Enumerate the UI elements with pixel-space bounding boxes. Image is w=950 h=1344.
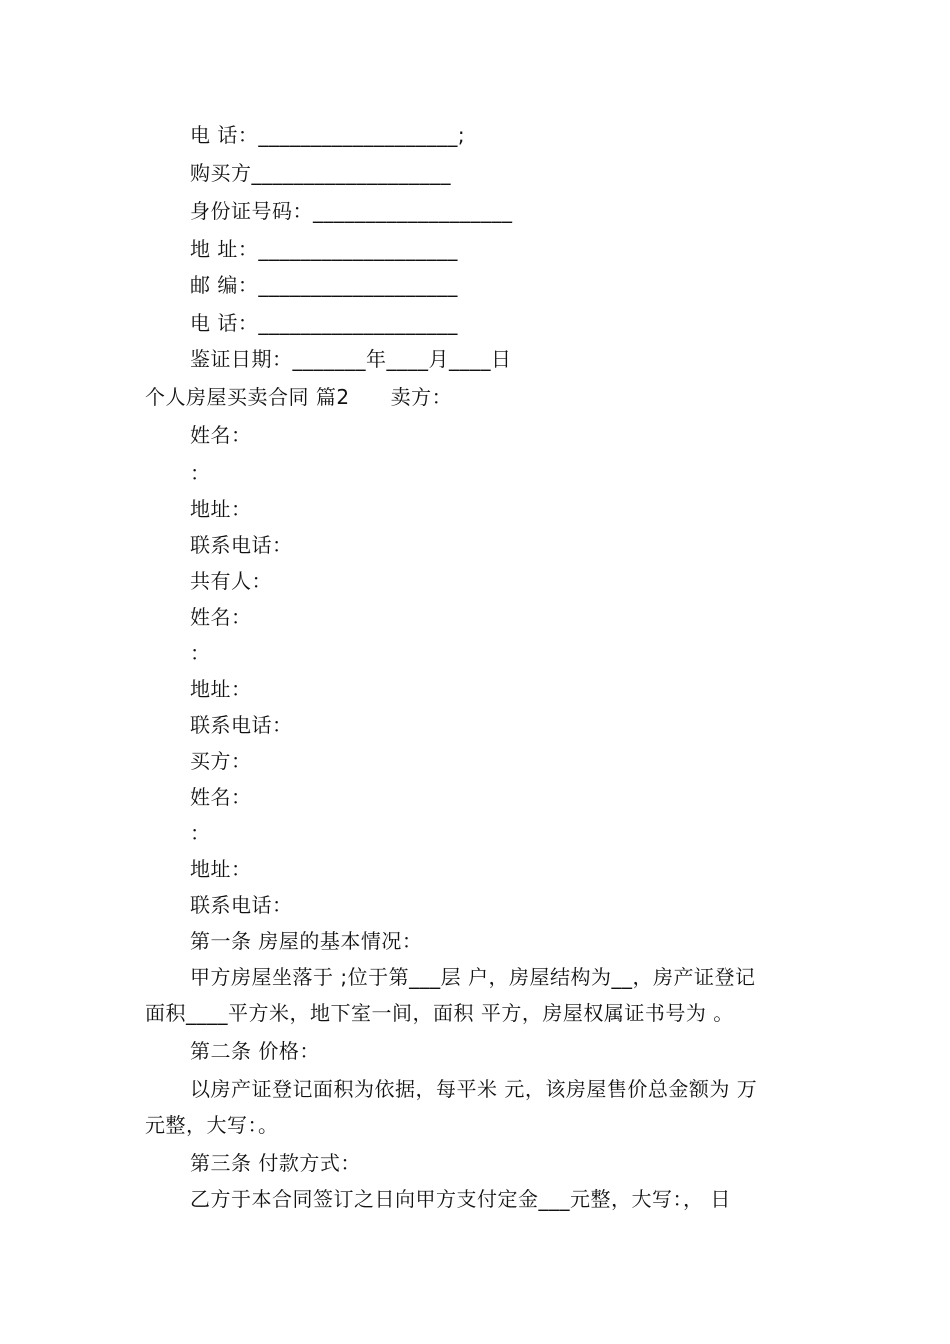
article-one-heading: 第一条 房屋的基本情况：: [190, 929, 423, 953]
article-two-text-1: 以房产证登记面积为依据，每平米 元，该房屋售价总金额为 万: [190, 1077, 758, 1101]
seller-blank-line: ：: [190, 461, 211, 485]
co-owner-address-line: 地址：: [190, 677, 252, 701]
contract-heading-line: 个人房屋买卖合同 篇2 卖方：: [145, 385, 453, 409]
id-number-line: 身份证号码：___________________: [190, 199, 513, 223]
buyer-name-line: 姓名：: [190, 785, 252, 809]
buyer-blank-line: ：: [190, 821, 211, 845]
co-owner-line: 共有人：: [190, 569, 272, 593]
buyer-address-line: 地址：: [190, 857, 252, 881]
article-two-text-2: 元整，大写：。: [145, 1113, 279, 1137]
seller-contact-line: 联系电话：: [190, 533, 293, 557]
co-owner-blank-line: ：: [190, 641, 211, 665]
article-one-text-1: 甲方房屋坐落于 ;位于第___层 户，房屋结构为__，房产证登记: [190, 965, 756, 989]
buyer-line: 购买方___________________: [190, 161, 451, 185]
seller-address-line: 地址：: [190, 497, 252, 521]
certification-date-line: 鉴证日期：_______年____月____日: [190, 347, 512, 371]
seller-name-line: 姓名：: [190, 423, 252, 447]
co-owner-name-line: 姓名：: [190, 605, 252, 629]
co-owner-contact-line: 联系电话：: [190, 713, 293, 737]
buyer-contact-line: 联系电话：: [190, 893, 293, 917]
buyer-heading-line: 买方：: [190, 749, 252, 773]
postcode-line: 邮 编：___________________: [190, 273, 458, 297]
seller-phone-line: 电 话：___________________;: [190, 123, 466, 147]
article-two-heading: 第二条 价格：: [190, 1039, 320, 1063]
buyer-phone-line: 电 话：___________________: [190, 311, 458, 335]
article-three-heading: 第三条 付款方式：: [190, 1151, 361, 1175]
article-one-text-2: 面积____平方米，地下室一间，面积 平方，房屋权属证书号为 。: [145, 1001, 734, 1025]
address-line: 地 址：___________________: [190, 237, 458, 261]
article-three-text-1: 乙方于本合同签订之日向甲方支付定金___元整，大写：， 日: [190, 1187, 731, 1211]
